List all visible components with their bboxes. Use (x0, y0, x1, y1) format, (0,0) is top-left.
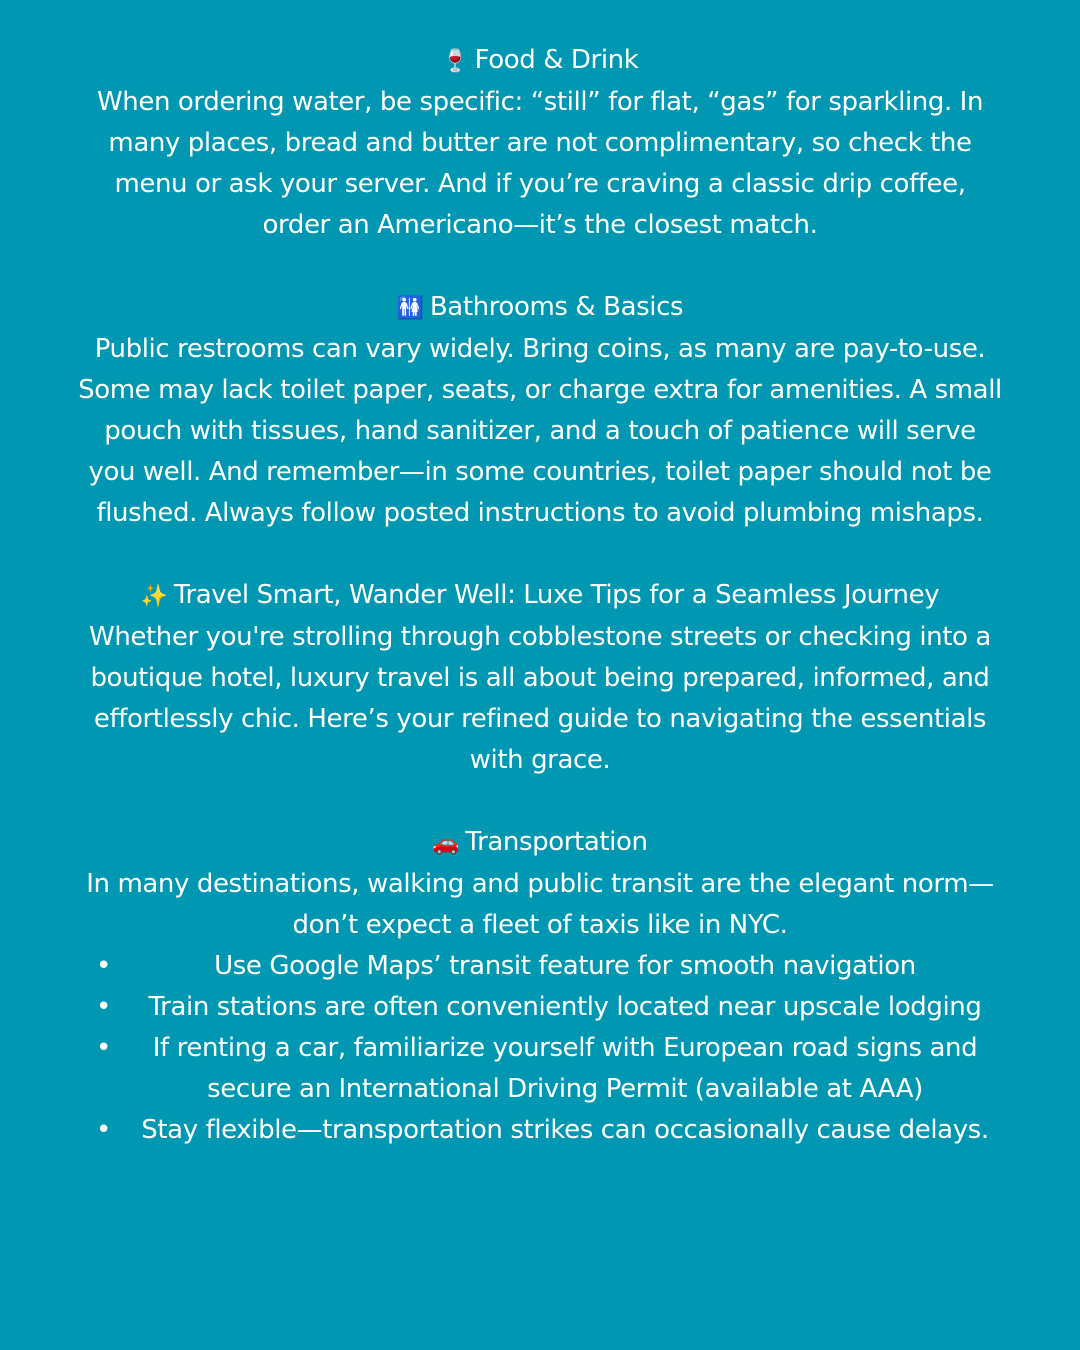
section-body: Whether you're strolling through cobblestone streets or checking into a boutique hotel, luxury travel is all about being prepared, informed, and effortlessly chic. Here’s your refined guide to navigating the essentials with grace. (89, 622, 991, 775)
section-heading (78, 40, 1002, 82)
list-item-text: Stay flexible—transportation strikes can occasionally cause delays. (141, 1115, 989, 1145)
car-icon: 🚗 (432, 831, 460, 856)
section-heading (78, 287, 1002, 329)
section-heading (78, 575, 1002, 617)
section-food-drink (78, 40, 1002, 246)
section-heading (78, 822, 1002, 864)
list-item (78, 1110, 1002, 1151)
bullet-icon: • (96, 1033, 111, 1063)
list-item (78, 946, 1002, 987)
bullet-icon: • (96, 992, 111, 1022)
wine-glass-icon: 🍷 (441, 49, 469, 74)
list-item-text: Use Google Maps’ transit feature for smooth navigation (214, 951, 916, 981)
transport-bullet-list (78, 946, 1002, 1151)
list-item-text: Train stations are often conveniently located near upscale lodging (148, 992, 982, 1022)
bullet-icon: • (96, 1115, 111, 1145)
section-body: Public restrooms can vary widely. Bring coins, as many are pay-to-use. Some may lack toilet paper, seats, or charge extra for amenities. A small pouch with tissues, hand sanitizer, and a touch of patience will serve you well. And remember—in some countries, toilet paper should not be flushed. Always follow posted instructions to avoid plumbing mishaps. (78, 334, 1002, 528)
section-travel-smart (78, 575, 1002, 781)
section-title: Transportation (465, 827, 648, 857)
section-title: Travel Smart, Wander Well: Luxe Tips for a Seamless Journey (173, 580, 940, 610)
list-item (78, 1028, 1002, 1110)
sparkles-icon: ✨ (140, 584, 168, 609)
section-body: When ordering water, be specific: “still” for flat, “gas” for sparkling. In many places, bread and butter are not complimentary, so check the menu or ask your server. And if you’re craving a classic drip coffee, order an Americano—it’s the closest match. (96, 87, 984, 240)
section-title: Bathrooms & Basics (429, 292, 684, 322)
list-item-text: If renting a car, familiarize yourself with European road signs and secure an International Driving Permit (available at AAA) (152, 1033, 978, 1104)
section-body: In many destinations, walking and public transit are the elegant norm—don’t expect a fleet of taxis like in NYC. (86, 869, 994, 940)
section-transportation (78, 822, 1002, 1151)
bullet-icon: • (96, 951, 111, 981)
section-bathrooms-basics (78, 287, 1002, 534)
list-item (78, 987, 1002, 1028)
section-title: Food & Drink (474, 45, 639, 75)
document-page (78, 40, 1002, 1151)
restroom-icon: 🚻 (396, 296, 424, 321)
